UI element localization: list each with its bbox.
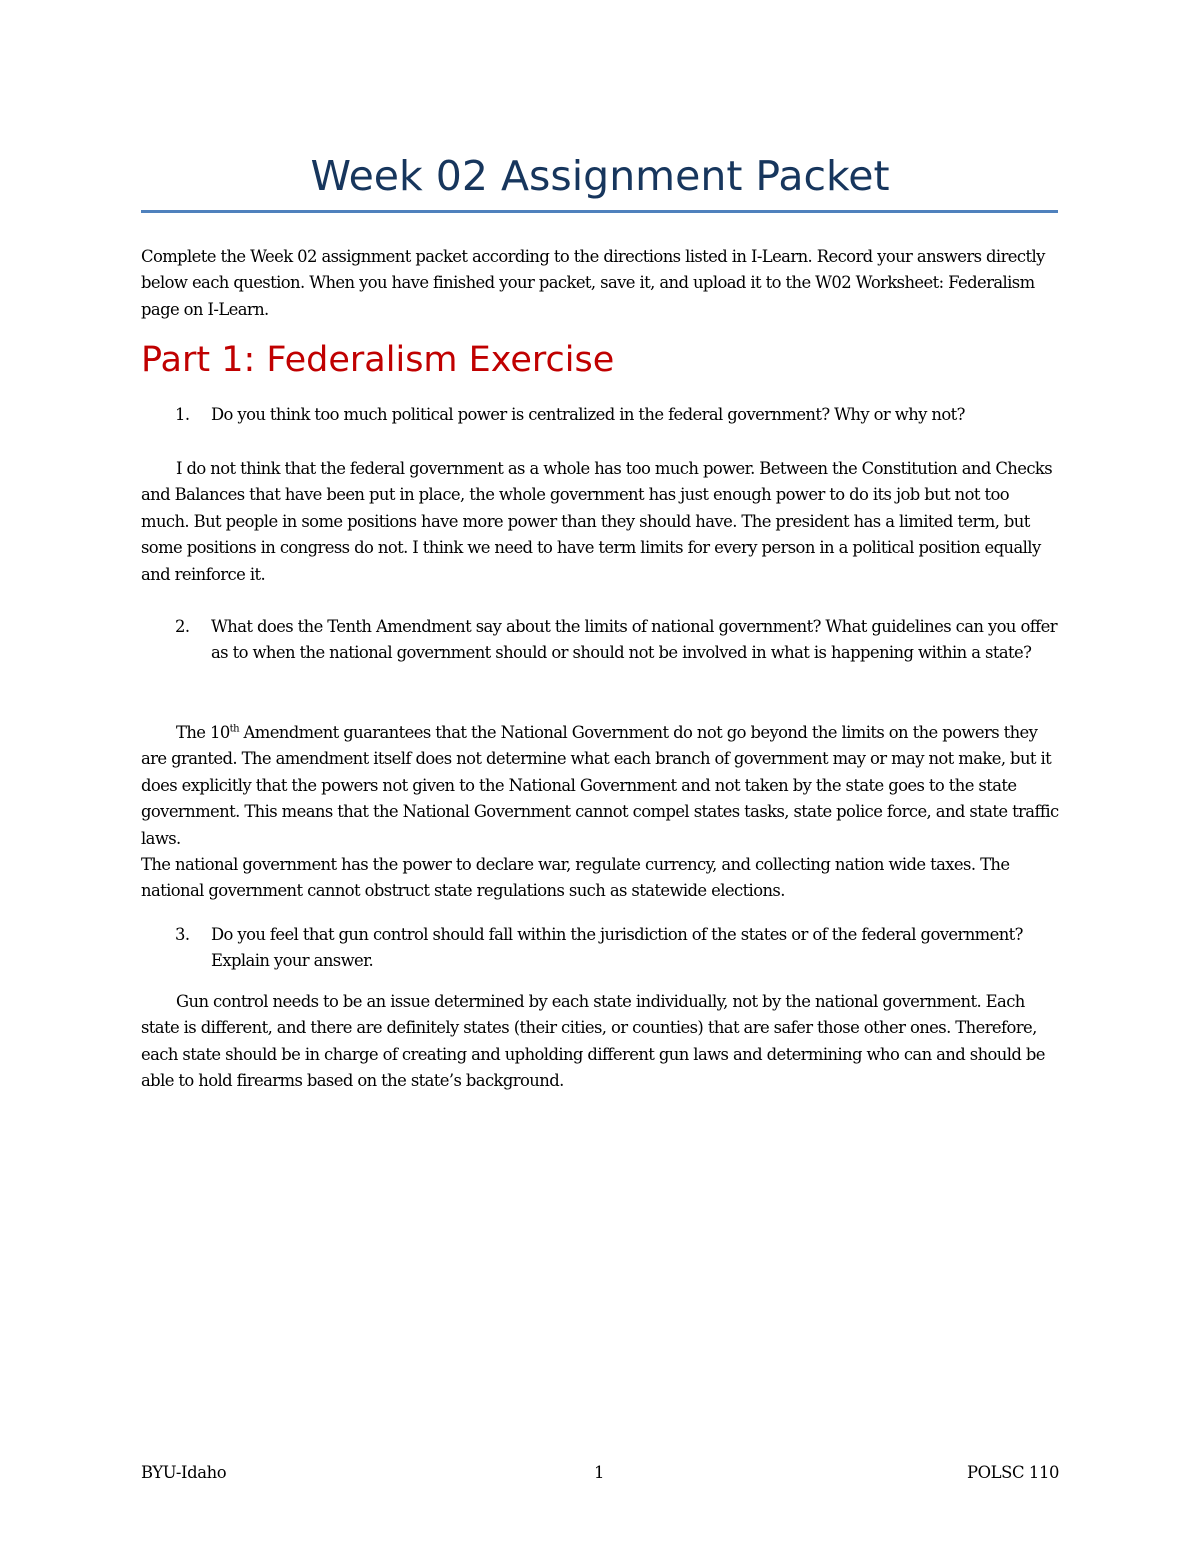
question-3-text: Do you feel that gun control should fall within the jurisdiction of the states or of the federal government? Explain your answer. xyxy=(211,925,1023,971)
answer-2-paragraph xyxy=(141,720,1061,852)
answer-3-text: Gun control needs to be an issue determined by each state individually, not by the national government. Each state is different, and there are definitely states (their cities, or counties) that are safer those other ones. Therefore, each state should be in charge of creating and upholding different gun laws and determining who can and should be able to hold firearms based on the state’s background. xyxy=(141,992,1045,1091)
question-2-number: 2. xyxy=(175,617,190,636)
document-title: Week 02 Assignment Packet xyxy=(310,152,890,200)
question-1-text: Do you think too much political power is centralized in the federal government? Why or why not? xyxy=(211,405,965,424)
question-3 xyxy=(141,922,1061,975)
answer-2-superscript: th xyxy=(229,723,239,735)
answer-1 xyxy=(141,456,1061,588)
question-2 xyxy=(141,614,1061,667)
answer-1-text: I do not think that the federal government as a whole has too much power. Between the Constitution and Checks and Balances that have been put in place, the whole government has just enough power to do its job but not too much. But people in some positions have more power than they should have. The president has a limited term, but some positions in congress do not. I think we need to have term limits for every person in a political position equally and reinforce it. xyxy=(141,459,1053,584)
intro-paragraph xyxy=(141,244,1061,323)
title-underline xyxy=(141,210,1058,213)
question-2-text: What does the Tenth Amendment say about the limits of national government? What guidelines can you offer as to when the national government should or should not be involved in what is happening within a state? xyxy=(211,617,1057,663)
footer-right: POLSC 110 xyxy=(966,1463,1059,1482)
question-1-number: 1. xyxy=(175,405,190,424)
answer-3 xyxy=(141,989,1061,1095)
answer-2-post: Amendment guarantees that the National Government do not go beyond the limits on the powers they are granted. The amendment itself does not determine what each branch of government may or may not make, but it does explicitly that the powers not given to the National Government and not taken by the state goes to the state government. This means that the National Government cannot compel states tasks, state police force, and state traffic laws. xyxy=(141,723,1059,848)
intro-text: Complete the Week 02 assignment packet according to the directions listed in I-Learn. Record your answers directly below each question. When you have finished your packet, save it, and upload it to the W02 Worksheet: Federalism page on I-Learn. xyxy=(141,247,1045,319)
answer-2-pre: The 10 xyxy=(176,723,230,742)
answer-2 xyxy=(141,720,1061,905)
part1-heading: Part 1: Federalism Exercise xyxy=(141,340,615,380)
answer-2-second-paragraph: The national government has the power to declare war, regulate currency, and collecting nation wide taxes. The national government cannot obstruct state regulations such as statewide elections. xyxy=(141,855,1010,901)
footer-left: BYU-Idaho xyxy=(141,1463,227,1482)
question-1 xyxy=(141,402,1061,428)
footer-page-number: 1 xyxy=(594,1463,605,1482)
question-3-number: 3. xyxy=(175,925,190,944)
